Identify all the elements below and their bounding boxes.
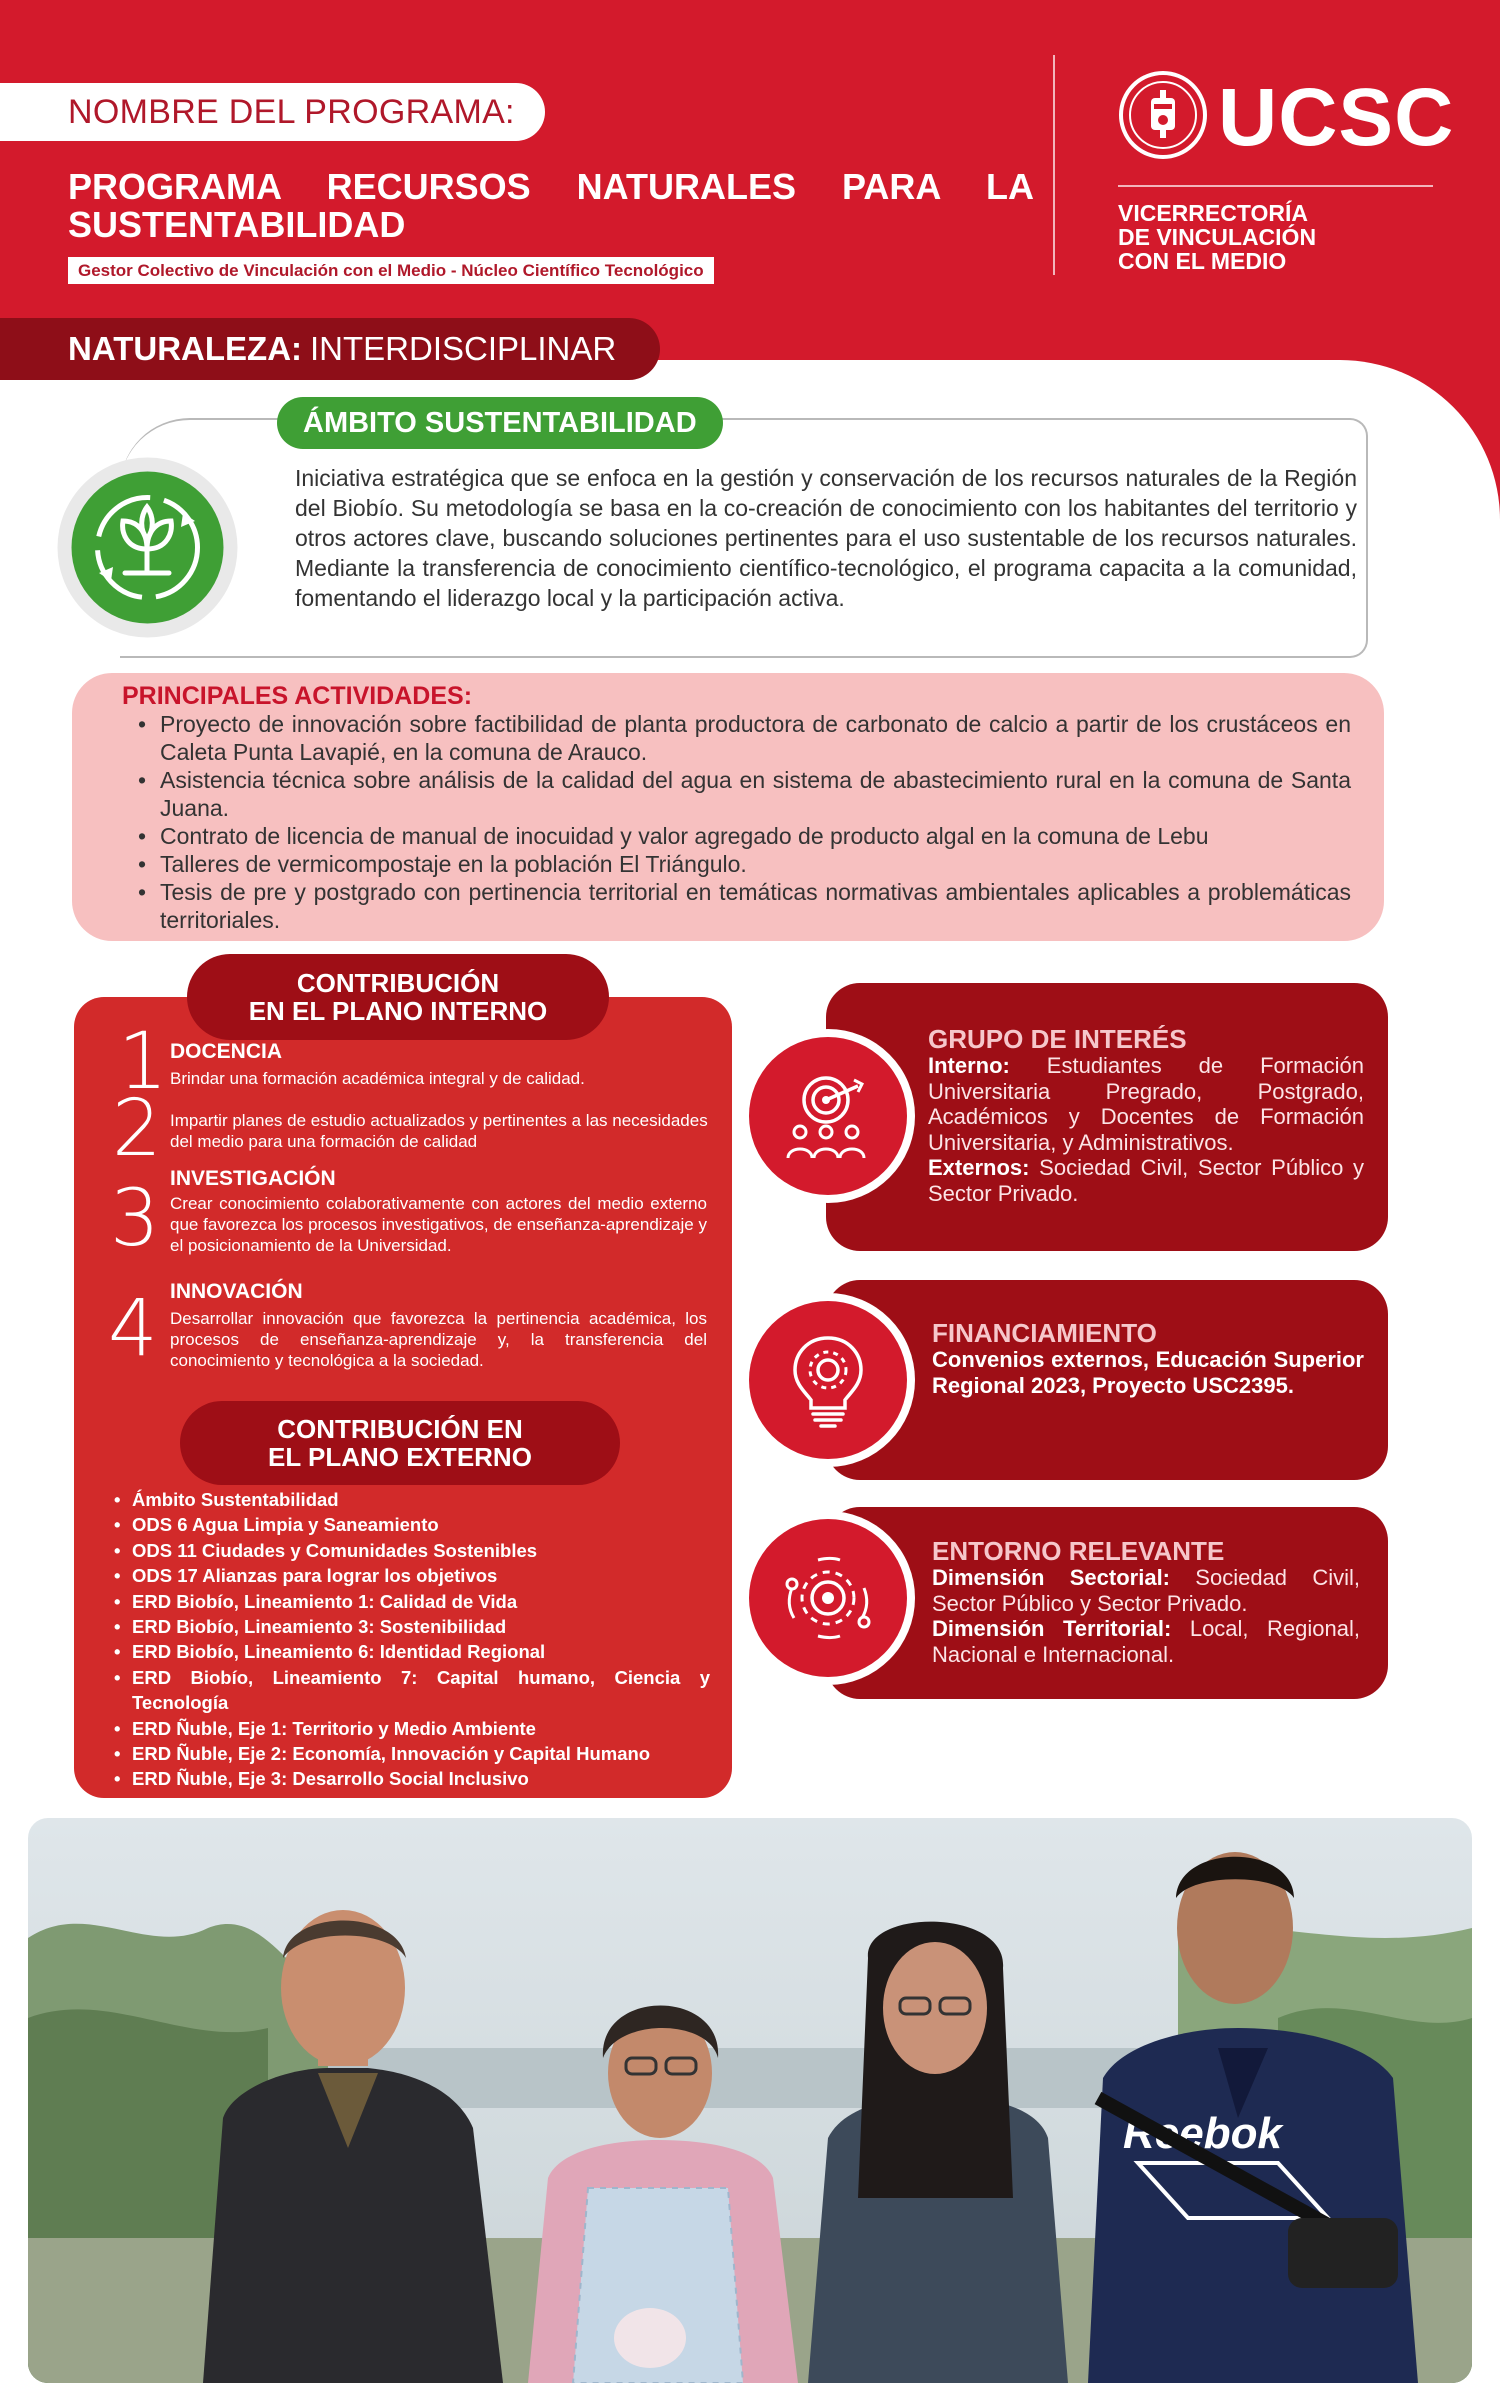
actividades-list bbox=[138, 710, 1351, 934]
logo-divider bbox=[1118, 185, 1433, 187]
entorno-sectorial-label: Dimensión Sectorial: bbox=[932, 1565, 1171, 1590]
program-label-pill bbox=[0, 83, 545, 141]
team-photo bbox=[28, 1818, 1472, 2383]
vicerrectoria-label bbox=[1118, 201, 1316, 273]
list-item: • ERD Ñuble, Eje 2: Economía, Innovación y Capital Humano bbox=[114, 1741, 710, 1766]
item-number: 4 bbox=[108, 1284, 158, 1374]
header-divider bbox=[1053, 55, 1055, 275]
actividades-title: PRINCIPALES ACTIVIDADES: bbox=[122, 682, 473, 710]
list-item: • ODS 17 Alianzas para lograr los objetivos bbox=[114, 1563, 710, 1588]
ambito-pill bbox=[277, 397, 723, 449]
item-heading: DOCENCIA bbox=[170, 1040, 283, 1063]
externo-title-line: EL PLANO EXTERNO bbox=[268, 1442, 532, 1472]
grupo-externo-label: Externos: bbox=[928, 1155, 1030, 1180]
grupo-title: GRUPO DE INTERÉS bbox=[928, 1024, 1187, 1054]
ambito-title: ÁMBITO SUSTENTABILIDAD bbox=[303, 406, 697, 439]
entorno-territorial-label: Dimensión Territorial: bbox=[932, 1616, 1172, 1641]
list-item: • ODS 6 Agua Limpia y Saneamiento bbox=[114, 1512, 710, 1537]
interno-title-line: EN EL PLANO INTERNO bbox=[248, 996, 548, 1026]
list-item: • Talleres de vermicompostaje en la población El Triángulo. bbox=[138, 850, 1351, 878]
item-heading: INVESTIGACIÓN bbox=[170, 1167, 336, 1190]
externo-title-pill bbox=[180, 1401, 620, 1485]
item-text: Desarrollar innovación que favorezca la pertinencia académica, los procesos de enseñanza-aprendizaje y, la transferencia del conocimiento y tecnológica a la sociedad. bbox=[170, 1309, 707, 1370]
vice-line: VICERRECTORÍA bbox=[1118, 200, 1308, 226]
item-text: Brindar una formación académica integral y de calidad. bbox=[170, 1069, 585, 1088]
target-people-icon bbox=[778, 1066, 878, 1166]
naturaleza-value: INTERDISCIPLINAR bbox=[310, 330, 617, 367]
grupo-icon-circle bbox=[749, 1037, 907, 1195]
item-number: 3 bbox=[110, 1174, 160, 1264]
list-item: • Contrato de licencia de manual de inocuidad y valor agregado de producto algal en la comuna de Lebu bbox=[138, 822, 1351, 850]
program-title: PROGRAMA RECURSOS NATURALES PARA LA SUSTENTABILIDAD bbox=[68, 166, 1034, 245]
externo-list bbox=[114, 1487, 710, 1792]
grupo-text bbox=[928, 1053, 1364, 1206]
item-text: Crear conocimiento colaborativamente con actores del medio externo que favorezca los procesos investigativos, de enseñanza-aprendizaje y el posicionamiento de la Universidad. bbox=[170, 1194, 707, 1255]
network-gear-icon bbox=[778, 1548, 878, 1648]
entorno-text bbox=[932, 1565, 1360, 1667]
list-item: • ERD Biobío, Lineamiento 7: Capital humano, Ciencia y Tecnología bbox=[114, 1665, 710, 1716]
ucsc-logo bbox=[1118, 70, 1455, 163]
lightbulb-gear-icon bbox=[783, 1330, 873, 1430]
list-item: • ERD Biobío, Lineamiento 6: Identidad Regional bbox=[114, 1639, 710, 1664]
shirt-text: Reebok bbox=[1123, 2109, 1282, 2158]
naturaleza-label: NATURALEZA: bbox=[68, 330, 303, 367]
interno-title-line: CONTRIBUCIÓN bbox=[296, 968, 500, 998]
vice-line: DE VINCULACIÓN bbox=[1118, 224, 1317, 250]
financiamiento-title: FINANCIAMIENTO bbox=[932, 1318, 1157, 1348]
list-item: • ERD Biobío, Lineamiento 1: Calidad de Vida bbox=[114, 1589, 710, 1614]
item-number: 1 bbox=[118, 1017, 168, 1107]
externo-title-line: CONTRIBUCIÓN EN bbox=[277, 1414, 523, 1444]
list-item: • Tesis de pre y postgrado con pertinencia territorial en temáticas normativas ambientales aplicables a problemáticas territoriales. bbox=[138, 878, 1351, 934]
list-item: • Ámbito Sustentabilidad bbox=[114, 1487, 710, 1512]
sustainability-leaf-icon bbox=[55, 455, 240, 640]
list-item: • ERD Ñuble, Eje 1: Territorio y Medio Ambiente bbox=[114, 1716, 710, 1741]
grupo-interno-text: Estudiantes de Formación Universitaria Pregrado, Postgrado, Académicos y Docentes de Formación Universitaria, y Administrativos. bbox=[928, 1053, 1364, 1155]
entorno-icon-circle bbox=[749, 1519, 907, 1677]
list-item: • Asistencia técnica sobre análisis de la calidad del agua en sistema de abastecimiento rural en la comuna de Santa Juana. bbox=[138, 766, 1351, 822]
item-number: 2 bbox=[112, 1084, 162, 1174]
list-item: • ODS 11 Ciudades y Comunidades Sostenibles bbox=[114, 1538, 710, 1563]
ambito-description: Iniciativa estratégica que se enfoca en la gestión y conservación de los recursos naturales de la Región del Biobío. Su metodología se basa en la co-creación de conocimiento con los habitantes del territorio y otros actores clave, buscando soluciones pertinentes para el uso sustentable de los recursos naturales. Mediante la transferencia de conocimiento científico-tecnológico, el programa capacita a la comunidad, fomentando el liderazgo local y la participación activa. bbox=[295, 465, 1357, 611]
grupo-externo-text: Sociedad Civil, Sector Público y Sector Privado. bbox=[928, 1155, 1364, 1206]
interno-title-pill bbox=[187, 954, 609, 1040]
list-item: • Proyecto de innovación sobre factibilidad de planta productora de carbonato de calcio a partir de los crustáceos en Caleta Punta Lavapié, en la comuna de Arauco. bbox=[138, 710, 1351, 766]
financiamiento-icon-circle bbox=[749, 1301, 907, 1459]
entorno-title: ENTORNO RELEVANTE bbox=[932, 1536, 1225, 1566]
gestor-label: Gestor Colectivo de Vinculación con el Medio - Núcleo Científico Tecnológico bbox=[68, 257, 714, 284]
naturaleza-pill bbox=[0, 318, 660, 380]
item-text: Impartir planes de estudio actualizados y pertinentes a las necesidades del medio para una formación de calidad bbox=[170, 1111, 708, 1151]
entorno-territorial-text: Local, Regional, Nacional e Internacional. bbox=[932, 1616, 1360, 1667]
list-item: • ERD Biobío, Lineamiento 3: Sostenibilidad bbox=[114, 1614, 710, 1639]
entorno-sectorial-text: Sociedad Civil, Sector Público y Sector Privado. bbox=[932, 1565, 1360, 1616]
team-photo-illustration bbox=[28, 1818, 1472, 2383]
program-label: NOMBRE DEL PROGRAMA: bbox=[68, 92, 515, 131]
logo-text: UCSC bbox=[1218, 72, 1455, 163]
list-item: • ERD Ñuble, Eje 3: Desarrollo Social Inclusivo bbox=[114, 1766, 710, 1791]
grupo-interno-label: Interno: bbox=[928, 1053, 1010, 1078]
vice-line: CON EL MEDIO bbox=[1118, 248, 1287, 274]
financiamiento-text: Convenios externos, Educación Superior Regional 2023, Proyecto USC2395. bbox=[932, 1347, 1364, 1398]
university-seal-icon bbox=[1118, 70, 1208, 160]
item-heading: INNOVACIÓN bbox=[170, 1280, 303, 1303]
